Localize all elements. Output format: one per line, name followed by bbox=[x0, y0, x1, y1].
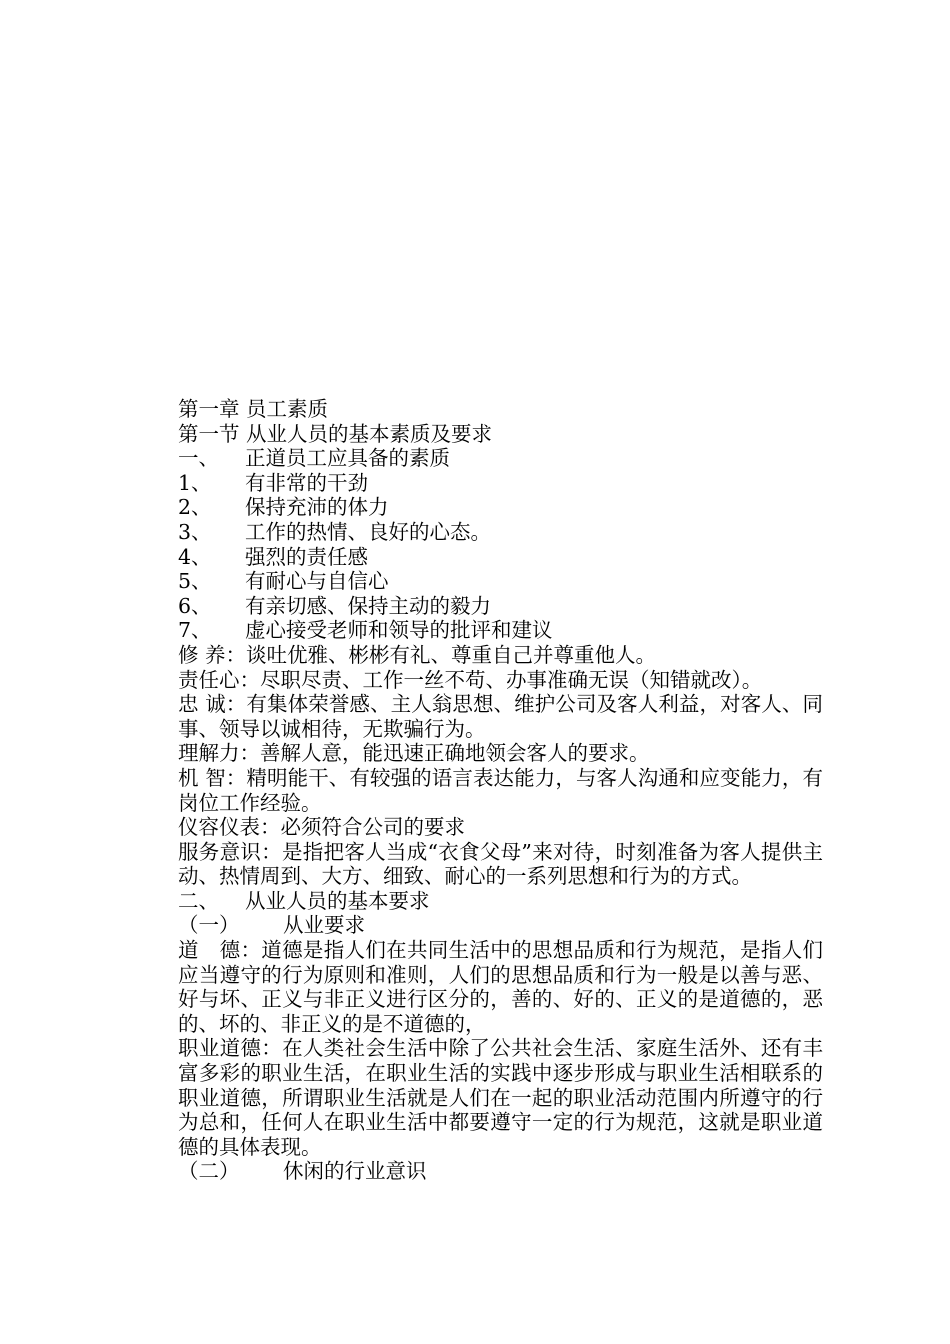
list-item bbox=[178, 545, 823, 570]
item-text: 有亲切感、保持主动的毅力 bbox=[245, 593, 491, 618]
definition-paragraph: 修 养：谈吐优雅、彬彬有礼、尊重自己并尊重他人。 bbox=[178, 642, 657, 667]
sub-number: （一） bbox=[178, 913, 240, 938]
item-number: 7、 bbox=[178, 618, 212, 643]
part-heading-1 bbox=[178, 446, 823, 471]
item-number: 3、 bbox=[178, 519, 212, 544]
list-item bbox=[178, 569, 823, 594]
list-item bbox=[178, 594, 823, 619]
definition-paragraph: 责任心：尽职尽责、工作一丝不苟、办事准确无误（知错就改）。 bbox=[178, 667, 763, 692]
item-text: 有非常的干劲 bbox=[245, 470, 368, 495]
sub-heading-2 bbox=[178, 1159, 823, 1184]
part-heading-2 bbox=[178, 889, 823, 914]
document-page bbox=[178, 397, 823, 1184]
requirement-paragraph: 道 德：道德是指人们在共同生活中的思想品质和行为规范，是指人们应当遵守的行为原则和准则，人们的思想品质和行为一般是以善与恶、好与坏、正义与非正义进行区分的，善的、好的、正义的是道德的，恶的、坏的、非正义的是不道德的， bbox=[178, 938, 823, 1036]
part-number: 一、 bbox=[178, 446, 219, 471]
requirement-paragraph: 职业道德：在人类社会生活中除了公共社会生活、家庭生活外、还有丰富多彩的职业生活，在职业生活的实践中逐步形成与职业生活相联系的职业道德，所谓职业生活就是人们在一起的职业活动范围内所遵守的行为总和，任何人在职业生活中都要遵守一定的行为规范，这就是职业道德的具体表现。 bbox=[178, 1036, 823, 1159]
item-number: 4、 bbox=[178, 544, 212, 569]
item-text: 有耐心与自信心 bbox=[245, 569, 389, 594]
definition-paragraph: 服务意识：是指把客人当成“衣食父母”来对待，时刻准备为客人提供主动、热情周到、大方、细致、耐心的一系列思想和行为的方式。 bbox=[178, 839, 823, 889]
list-item bbox=[178, 495, 823, 520]
definition-paragraph: 机 智：精明能干、有较强的语言表达能力，与客人沟通和应变能力，有岗位工作经验。 bbox=[178, 765, 823, 815]
item-text: 强烈的责任感 bbox=[245, 544, 368, 569]
item-number: 6、 bbox=[178, 593, 212, 618]
part-title: 正道员工应具备的素质 bbox=[245, 446, 450, 471]
definition-paragraph: 忠 诚：有集体荣誉感、主人翁思想、维护公司及客人利益，对客人、同事、领导以诚相待，无欺骗行为。 bbox=[178, 692, 823, 741]
section-title: 第一节 从业人员的基本素质及要求 bbox=[178, 421, 493, 446]
item-number: 2、 bbox=[178, 495, 212, 520]
sub-title: 休闲的行业意识 bbox=[283, 1159, 427, 1184]
definition-paragraph: 理解力：善解人意，能迅速正确地领会客人的要求。 bbox=[178, 741, 650, 766]
sub-number: （二） bbox=[178, 1159, 240, 1184]
chapter-title: 第一章 员工素质 bbox=[178, 397, 329, 421]
item-text: 工作的热情、良好的心态。 bbox=[245, 519, 491, 544]
definition-paragraph: 仪容仪表：必须符合公司的要求 bbox=[178, 815, 465, 840]
item-number: 5、 bbox=[178, 569, 212, 594]
list-item bbox=[178, 618, 823, 643]
list-item bbox=[178, 471, 823, 496]
item-text: 虚心接受老师和领导的批评和建议 bbox=[245, 618, 553, 643]
item-number: 1、 bbox=[178, 470, 212, 495]
part-title: 从业人员的基本要求 bbox=[245, 888, 430, 913]
sub-title: 从业要求 bbox=[283, 913, 365, 938]
list-item bbox=[178, 520, 823, 545]
sub-heading-1 bbox=[178, 913, 823, 938]
part-number: 二、 bbox=[178, 888, 219, 913]
item-text: 保持充沛的体力 bbox=[245, 495, 389, 520]
